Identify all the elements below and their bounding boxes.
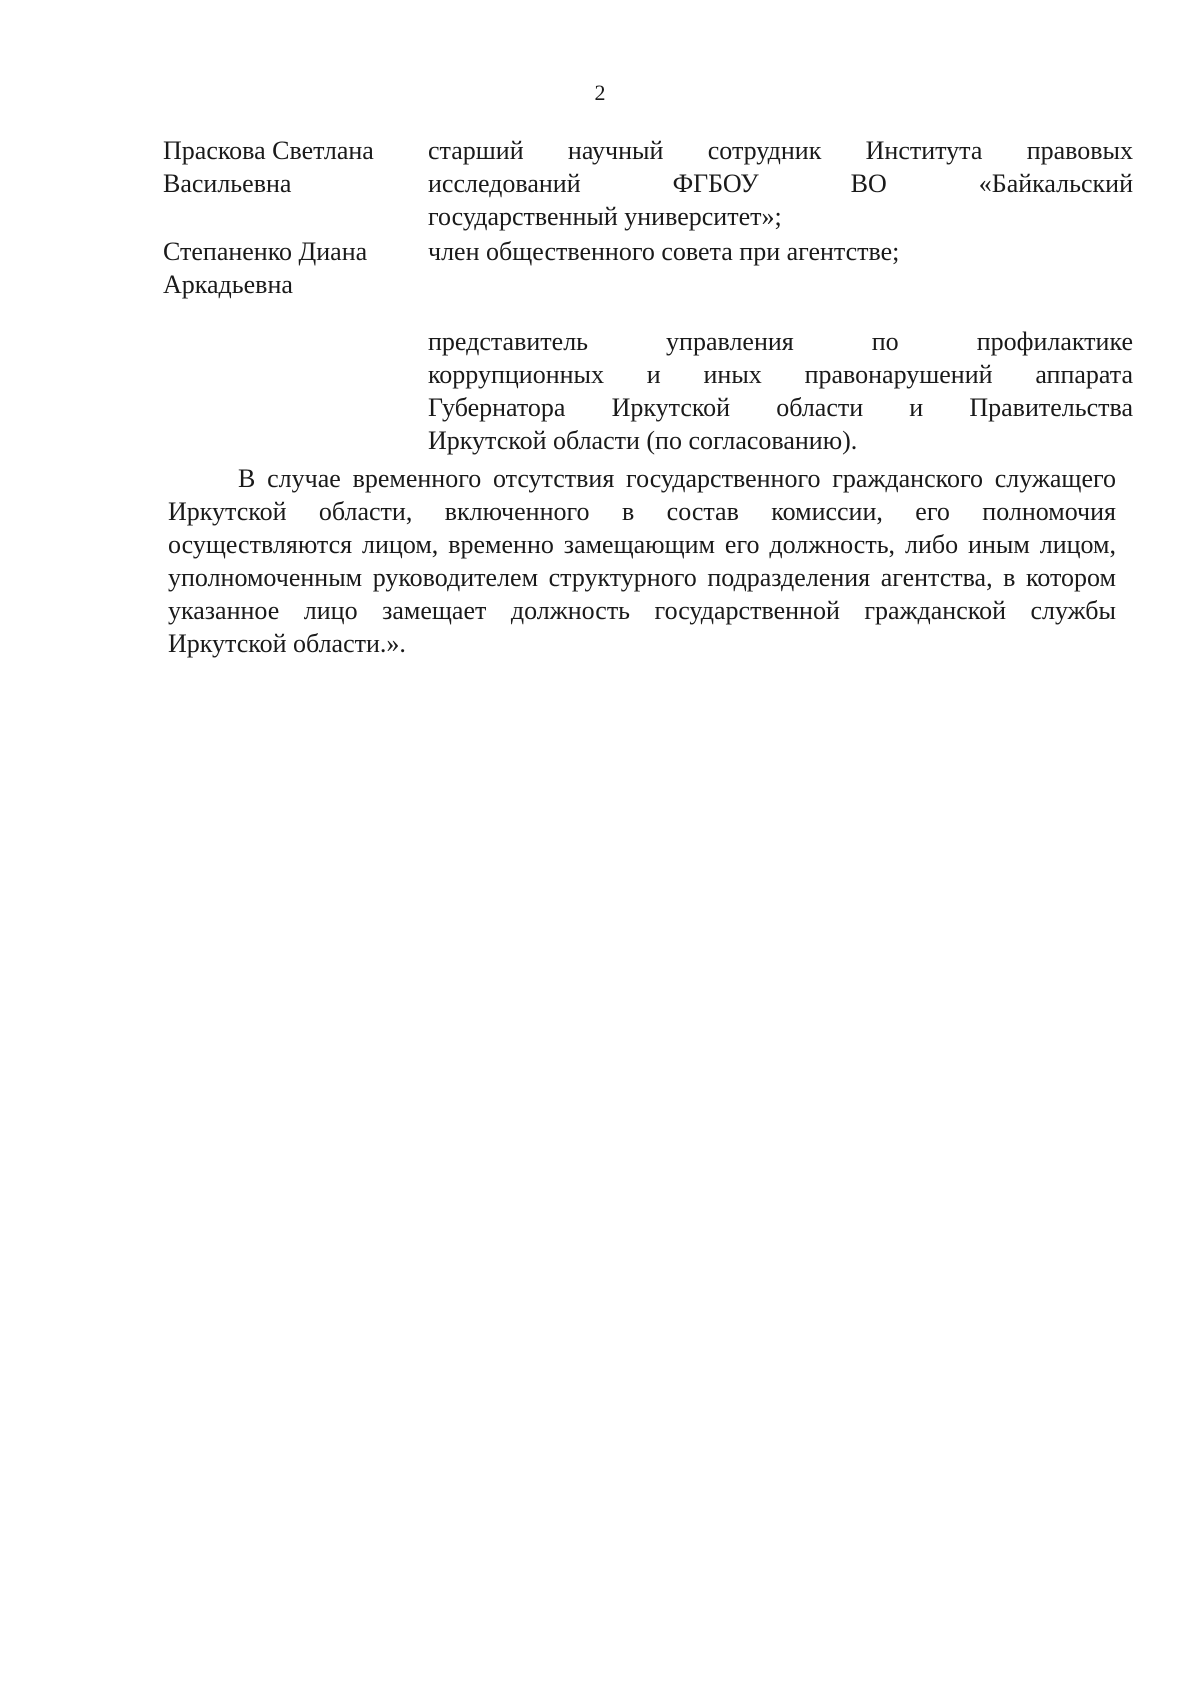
- member-role-line: Губернатора Иркутской области и Правительства: [428, 393, 1133, 422]
- page-number: 2: [594, 80, 606, 105]
- commission-members-list: [163, 134, 1133, 457]
- member-name: Степаненко Диана Аркадьевна: [163, 237, 368, 299]
- member-role-line: государственный университет»;: [428, 202, 782, 231]
- member-role-line: Иркутской области (по согласованию).: [428, 426, 858, 455]
- member-role: [428, 303, 1133, 457]
- member-entry: [163, 303, 1133, 457]
- member-role: [428, 134, 1133, 233]
- member-entry: [163, 134, 1133, 233]
- member-role-line: представитель управления по профилактике: [428, 327, 1133, 356]
- member-role-line: исследований ФГБОУ ВО «Байкальский: [428, 169, 1133, 198]
- member-role-line: старший научный сотрудник Института правовых: [428, 136, 1133, 165]
- member-entry: [163, 235, 1133, 301]
- body-paragraph: В случае временного отсутствия государственного гражданского служащего Иркутской области, включенного в состав комиссии, его полномочия осуществляются лицом, временно замещающим его должность, либо иным лицом, уполномоченным руководителем структурного подразделения агентства, в котором указанное лицо замещает должность государственной гражданской службы Иркутской области.».: [168, 464, 1116, 658]
- member-name: Праскова Светлана Васильевна: [163, 136, 374, 198]
- member-role-line: коррупционных и иных правонарушений аппарата: [428, 360, 1133, 389]
- member-role: член общественного совета при агентстве;: [428, 237, 900, 266]
